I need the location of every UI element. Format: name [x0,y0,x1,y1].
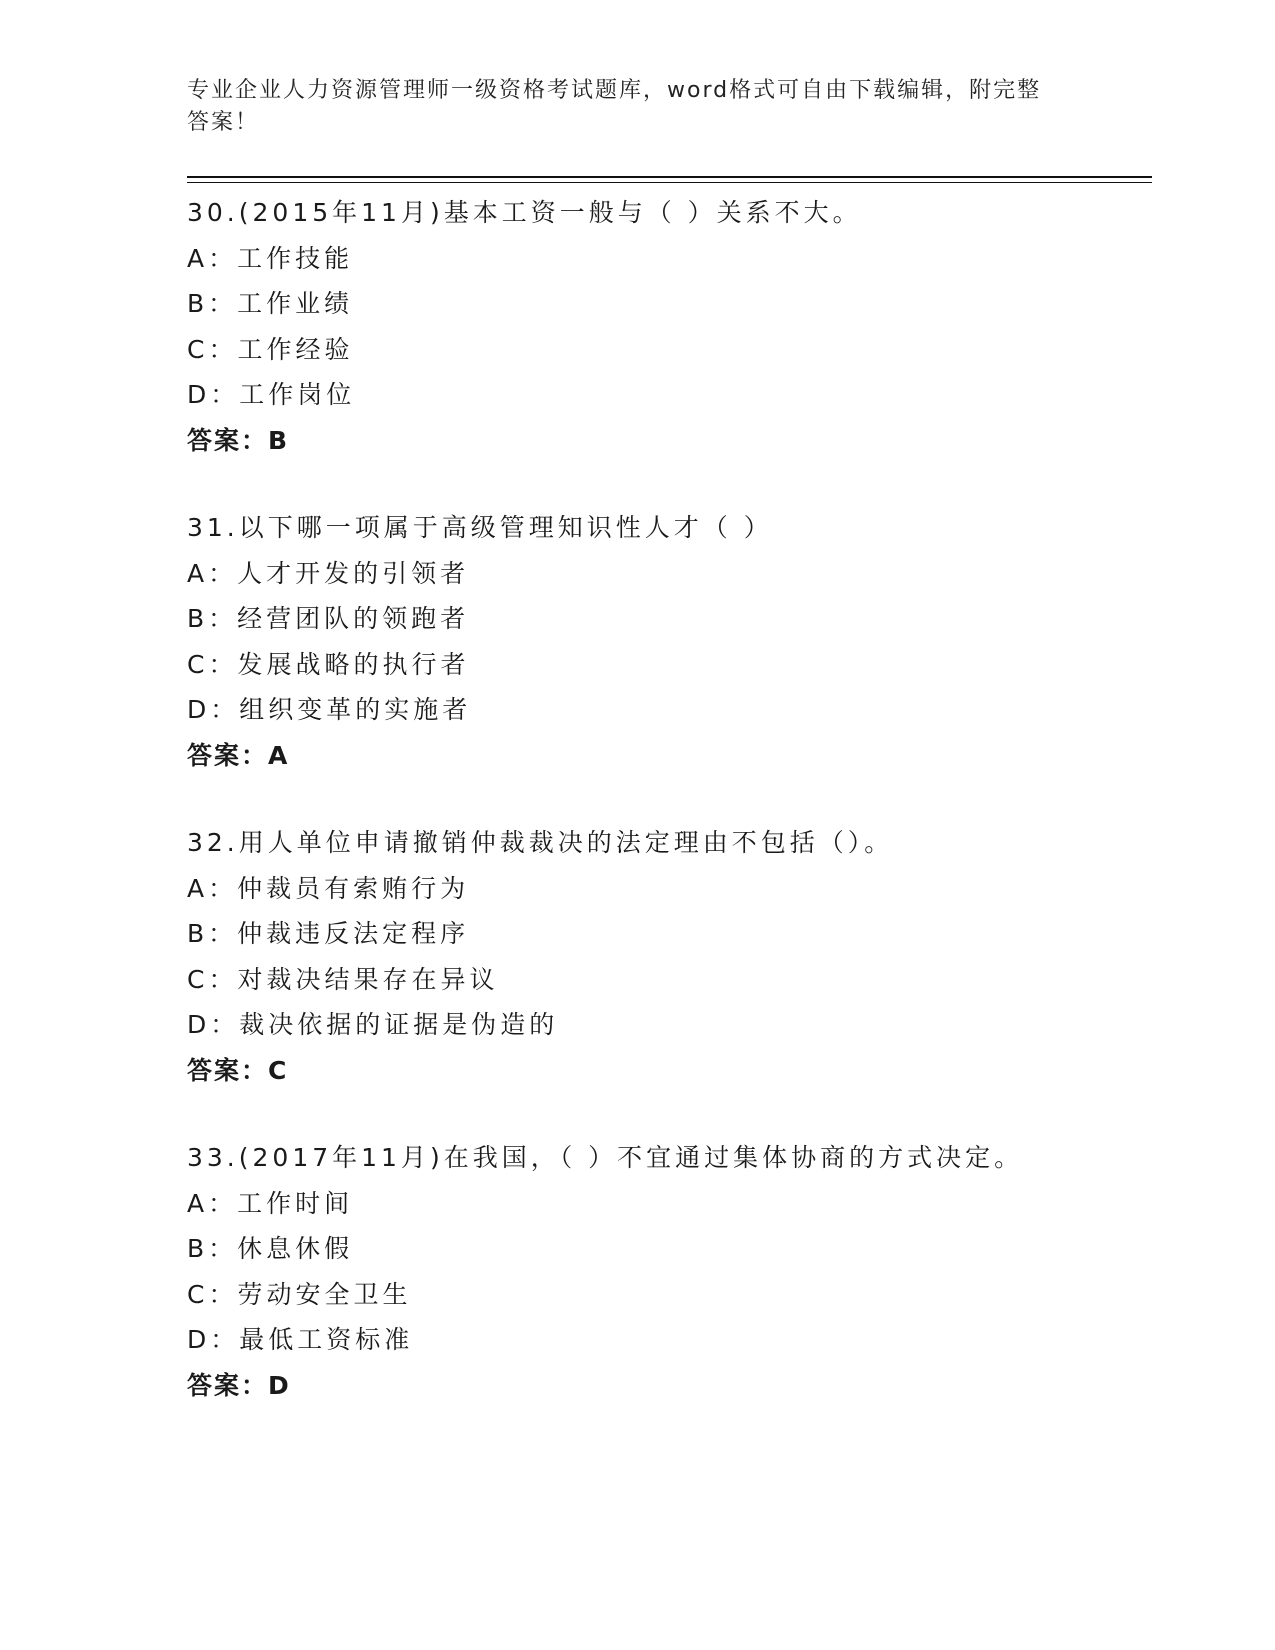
header-line-2: 答案！ [187,110,260,135]
header-line-1: 专业企业人力资源管理师一级资格考试题库，word格式可自由下载编辑，附完整 [187,78,1042,103]
question-list [187,190,1157,1450]
option-a: A：工作时间 [187,1188,354,1218]
question-stem: 30.(2015年11月)基本工资一般与（ ）关系不大。 [187,198,862,227]
header-divider-thin [187,182,1152,183]
option-a: A：工作技能 [187,243,354,273]
option-c: C：工作经验 [187,334,354,364]
option-b: B：仲裁违反法定程序 [187,919,470,948]
question-stem: 31.以下哪一项属于高级管理知识性人才（ ） [187,513,773,542]
question-32 [187,820,1157,1093]
option-c: C：劳动安全卫生 [187,1279,412,1309]
option-d: D：裁决依据的证据是伪造的 [187,1010,559,1039]
option-b: B：休息休假 [187,1234,354,1263]
question-stem: 33.(2017年11月)在我国，（ ）不宜通过集体协商的方式决定。 [187,1143,1024,1172]
option-b: B：工作业绩 [187,289,354,318]
option-d: D：工作岗位 [187,380,356,409]
question-31 [187,505,1157,778]
question-30 [187,190,1157,463]
option-a: A：人才开发的引领者 [187,558,470,588]
option-c: C：对裁决结果存在异议 [187,964,499,994]
question-33 [187,1135,1157,1408]
answer-line: 答案：B [187,425,290,455]
answer-line: 答案：A [187,740,290,770]
option-d: D：组织变革的实施者 [187,695,472,724]
header-divider-thick [187,176,1152,178]
option-d: D：最低工资标准 [187,1325,414,1354]
answer-line: 答案：D [187,1370,291,1400]
option-a: A：仲裁员有索贿行为 [187,873,470,903]
answer-line: 答案：C [187,1055,289,1085]
document-header [187,75,1067,139]
question-stem: 32.用人单位申请撤销仲裁裁决的法定理由不包括（）。 [187,828,894,857]
option-b: B：经营团队的领跑者 [187,604,470,633]
option-c: C：发展战略的执行者 [187,649,470,679]
